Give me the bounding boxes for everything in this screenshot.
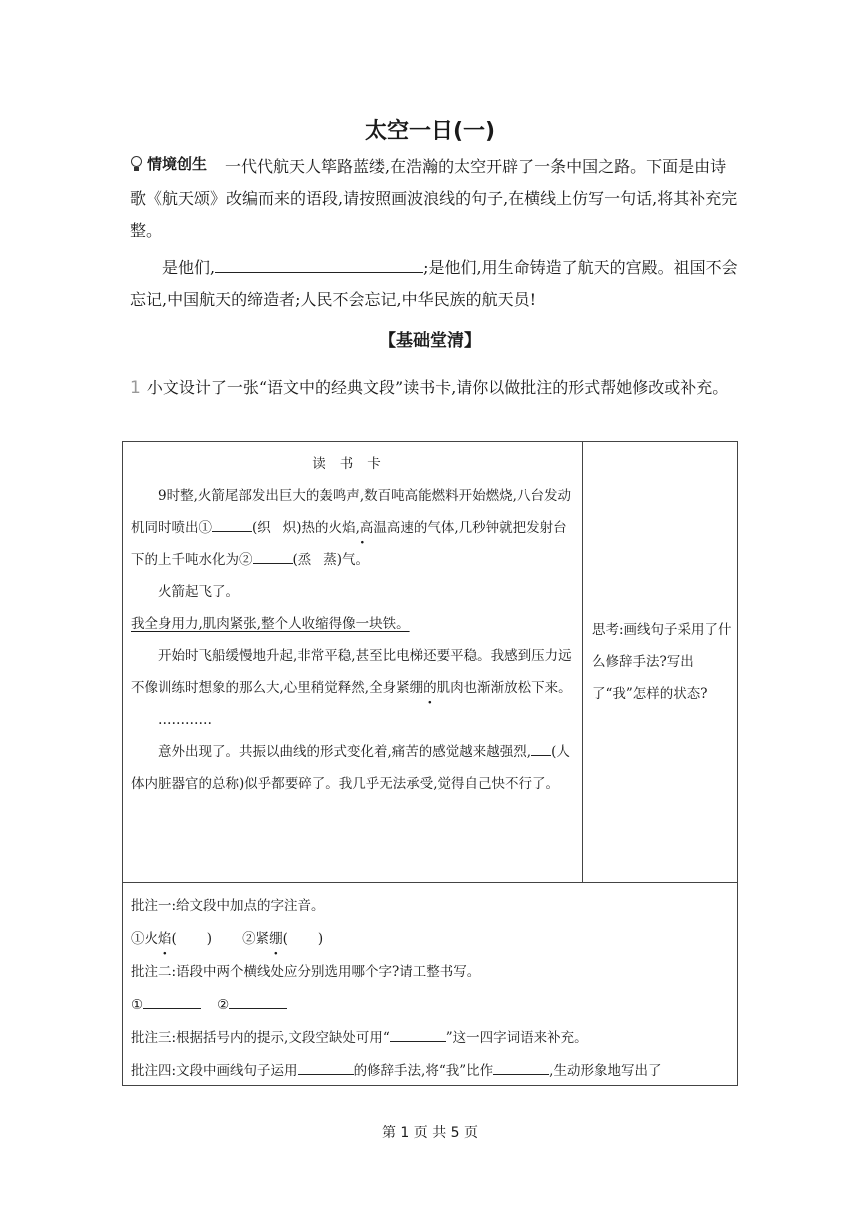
poem-answer-blank[interactable] xyxy=(215,252,423,273)
dotted-char-beng: 绷 xyxy=(409,680,424,696)
dotted-char-yan: 焰 xyxy=(342,520,356,536)
blank-3[interactable] xyxy=(531,739,551,756)
note-2-answers: ① ② xyxy=(131,989,731,1022)
column-divider xyxy=(582,442,583,882)
poem-paragraph: 是他们, ;是他们,用生命铸造了航天的宫殿。祖国不会忘记,中国航天的缔造者;人民不会忘记,中华民族的航天员! xyxy=(130,252,738,316)
intro-paragraph xyxy=(130,148,738,247)
lightbulb-icon xyxy=(130,156,143,172)
card-paragraph-1: 9时整,火箭尾部发出巨大的轰鸣声,数百吨高能燃料开始燃烧,八台发动机同时喷出① (织 炽)热的火焰,高温高速的气体,几秒钟就把发射台下的上千吨水化为② (烝 蒸)气。 xyxy=(131,488,571,568)
rhetoric-answer[interactable] xyxy=(298,1058,354,1075)
intro-text: 一代代航天人筚路蓝缕,在浩瀚的太空开辟了一条中国之路。下面是由诗歌《航天颂》改编而来的语段,请按照画波浪线的句子,在横线上仿写一句话,将其补充完整。 xyxy=(130,157,738,240)
char-answer-1[interactable] xyxy=(143,992,201,1009)
blank-1[interactable] xyxy=(212,515,252,532)
section-heading: 【基础堂清】 xyxy=(379,331,481,351)
metaphor-answer[interactable] xyxy=(493,1058,549,1075)
reading-card-table xyxy=(122,441,738,1086)
intro-tag: 情境创生 xyxy=(130,148,207,180)
note-3: 批注三:根据括号内的提示,文段空缺处可用“ ”这一四字词语来补充。 xyxy=(131,1022,731,1055)
card-ellipsis: ………… xyxy=(158,712,212,728)
question-number: 1 xyxy=(130,378,141,398)
annotations xyxy=(131,890,731,1088)
think-note: 思考:画线句子采用了什么修辞手法?写出了“我”怎样的状态? xyxy=(592,622,732,702)
note-2: 批注二:语段中两个横线处应分别选用哪个字?请工整书写。 xyxy=(131,964,481,980)
card-title: 读书卡 xyxy=(312,456,395,472)
card-underlined-sentence: 我全身用力,肌肉紧张,整个人收缩得像一块铁。 xyxy=(131,616,410,632)
char-answer-2[interactable] xyxy=(229,992,287,1009)
idiom-answer[interactable] xyxy=(390,1025,446,1042)
note-4: 批注四:文段中画线句子运用 的修辞手法,将“我”比作 ,生动形象地写出了 xyxy=(131,1055,731,1088)
question-text: 小文设计了一张“语文中的经典文段”读书卡,请你以做批注的形式帮她修改或补充。 xyxy=(146,378,729,397)
card-paragraph-2: 火箭起飞了。 xyxy=(158,584,239,600)
question-1 xyxy=(130,372,738,404)
note-1-answers: ①火焰( ) ②紧绷( ) xyxy=(131,931,324,947)
blank-2[interactable] xyxy=(253,547,293,564)
row-divider xyxy=(123,882,737,883)
card-paragraph-6: 意外出现了。共振以曲线的形式变化着,痛苦的感觉越来越强烈, (人体内脏器官的总称)似乎都要碎了。我几乎无法承受,觉得自己快不行了。 xyxy=(131,736,576,800)
note-1: 批注一:给文段中加点的字注音。 xyxy=(131,898,325,914)
card-paragraph-4: 开始时飞船缓慢地升起,非常平稳,甚至比电梯还要平稳。我感到压力远不像训练时想象的那么大,心里稍觉释然,全身紧绷的肌肉也渐渐放松下来。 xyxy=(131,648,572,696)
page-footer: 第 1 页 共 5 页 xyxy=(381,1125,479,1141)
reading-card xyxy=(131,448,576,800)
page-title: 太空一日(一) xyxy=(364,119,496,144)
